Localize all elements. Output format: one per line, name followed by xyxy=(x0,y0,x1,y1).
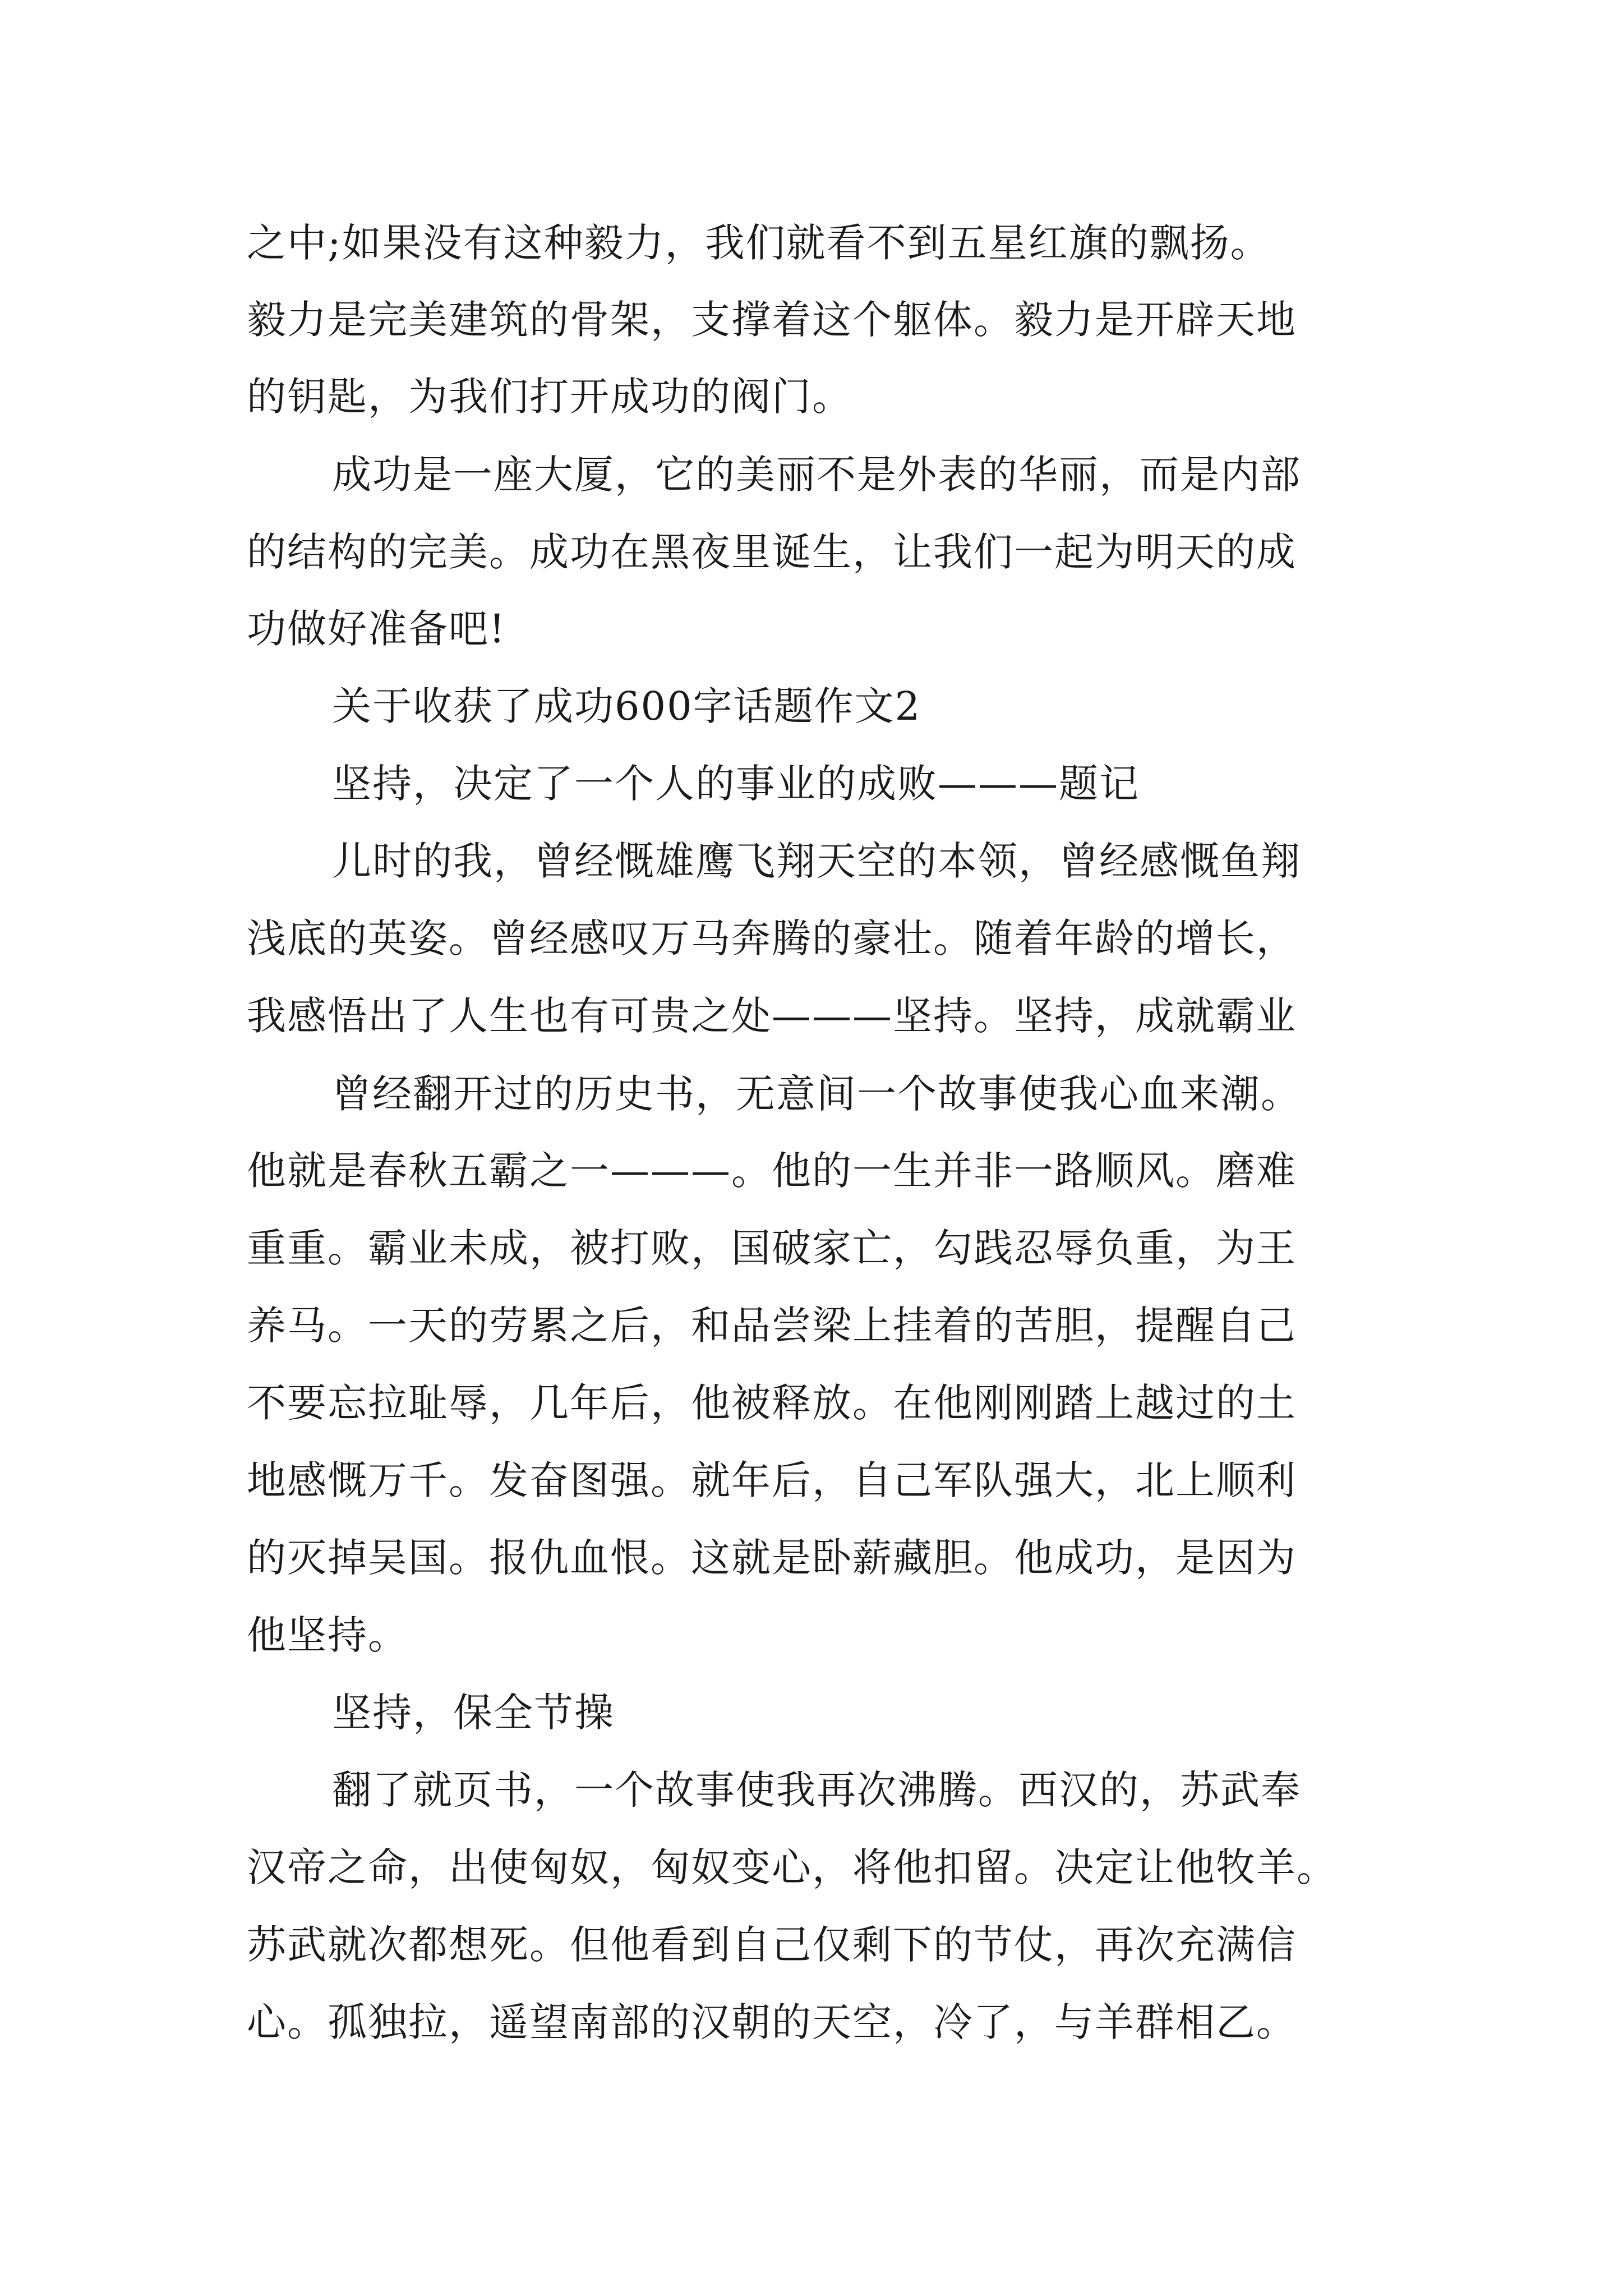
text-line: 之中;如果没有这种毅力，我们就看不到五星红旗的飘扬。 xyxy=(247,220,1271,266)
text-line: 成功是一座大厦，它的美丽不是外表的华丽，而是内部 xyxy=(332,452,1301,498)
text-line: 曾经翻开过的历史书，无意间一个故事使我心血来潮。 xyxy=(332,1071,1301,1117)
section-heading: 关于收获了成功600字话题作文2 xyxy=(332,683,921,729)
text-line: 他就是春秋五霸之一———。他的一生并非一路顺风。磨难 xyxy=(247,1148,1297,1194)
text-line: 儿时的我，曾经慨雄鹰飞翔天空的本领，曾经感慨鱼翔 xyxy=(332,838,1301,884)
text-line: 重重。霸业未成，被打败，国破家亡，勾践忍辱负重，为王 xyxy=(247,1225,1297,1271)
text-line: 他坚持。 xyxy=(247,1612,408,1658)
text-line: 的钥匙，为我们打开成功的阀门。 xyxy=(247,374,852,420)
text-line: 不要忘拉耻辱，几年后，他被释放。在他刚刚踏上越过的土 xyxy=(247,1380,1297,1426)
text-line: 汉帝之命，出使匈奴，匈奴变心，将他扣留。决定让他牧羊。 xyxy=(247,1844,1337,1890)
text-line: 毅力是完美建筑的骨架，支撑着这个躯体。毅力是开辟天地 xyxy=(247,297,1297,343)
text-line: 心。孤独拉，遥望南部的汉朝的天空，冷了，与羊群相乙。 xyxy=(247,1999,1297,2045)
epigraph: 坚持，决定了一个人的事业的成败———题记 xyxy=(332,761,1140,807)
text-line: 地感慨万千。发奋图强。就年后，自己军队强大，北上顺利 xyxy=(247,1457,1297,1503)
text-line: 苏武就次都想死。但他看到自己仅剩下的节仗，再次充满信 xyxy=(247,1922,1297,1968)
text-line: 我感悟出了人生也有可贵之处———坚持。坚持，成就霸业 xyxy=(247,993,1297,1039)
subheading: 坚持，保全节操 xyxy=(332,1690,615,1736)
text-line: 的结构的完美。成功在黑夜里诞生，让我们一起为明天的成 xyxy=(247,529,1297,575)
text-line: 的灭掉吴国。报仇血恨。这就是卧薪藏胆。他成功，是因为 xyxy=(247,1535,1297,1581)
text-line: 翻了就页书，一个故事使我再次沸腾。西汉的，苏武奉 xyxy=(332,1767,1301,1813)
text-line: 养马。一天的劳累之后，和品尝梁上挂着的苦胆，提醒自己 xyxy=(247,1303,1297,1349)
text-line: 浅底的英姿。曾经感叹万马奔腾的豪壮。随着年龄的增长， xyxy=(247,915,1297,961)
text-line: 功做好准备吧! xyxy=(247,606,506,652)
